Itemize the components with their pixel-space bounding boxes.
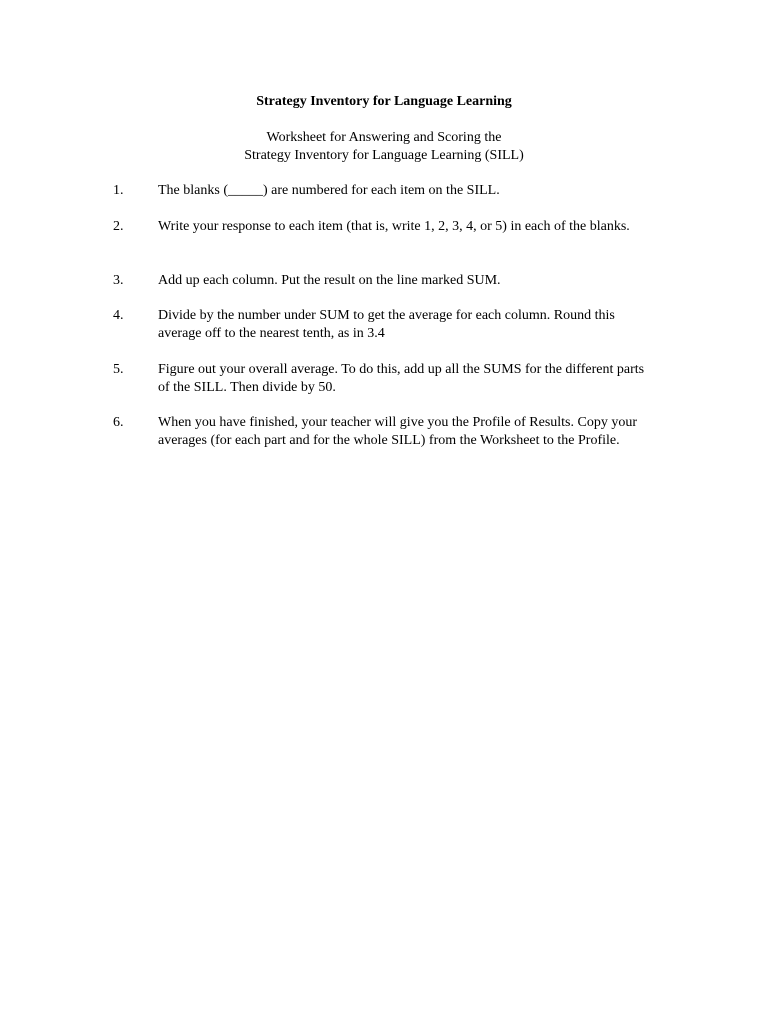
document-title: Strategy Inventory for Language Learning [256,94,512,109]
item-text: Write your response to each item (that is, write 1, 2, 3, 4, or 5) in each of the blanks. [158,219,630,234]
item-text: Figure out your overall average. To do this, add up all the SUMS for the different parts of the SILL. Then divide by 50. [158,362,645,395]
item-number: 6. [113,415,124,430]
item-text: When you have finished, your teacher will give you the Profile of Results. Copy your averages (for each part and for the whole SILL) from the Worksheet to the Profile. [158,415,638,448]
item-text: The blanks (_____) are numbered for each item on the SILL. [158,183,500,198]
item-text: Divide by the number under SUM to get the average for each column. Round this average off to the nearest tenth, as in 3.4 [158,308,615,341]
item-number: 1. [113,183,124,198]
item-text: Add up each column. Put the result on the line marked SUM. [158,273,501,288]
item-number: 5. [113,362,124,377]
item-number: 2. [113,219,124,234]
subtitle-line-1: Worksheet for Answering and Scoring the [266,130,502,145]
item-number: 3. [113,273,124,288]
document-subtitle [0,129,768,165]
subtitle-line-2: Strategy Inventory for Language Learning (SILL) [244,148,524,163]
item-number: 4. [113,308,124,323]
